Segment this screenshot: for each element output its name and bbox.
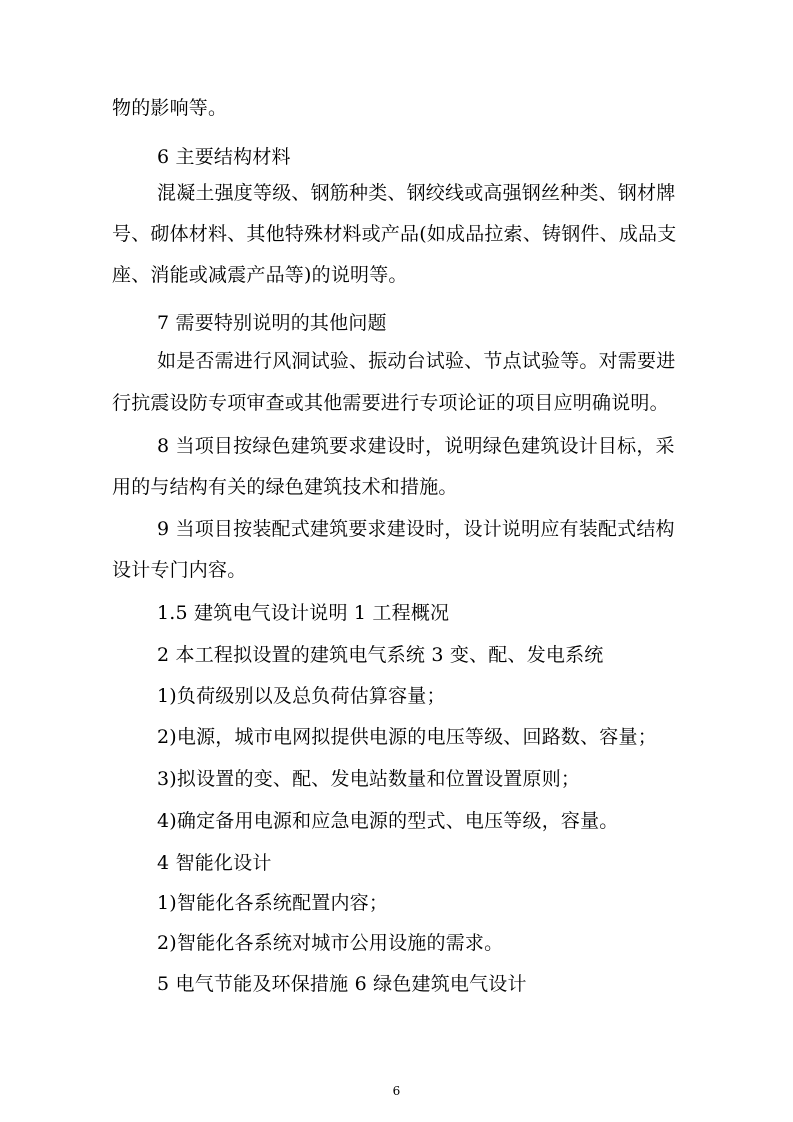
text-line: 物的影响等。 (112, 97, 228, 119)
text-line: 设计专门内容。 (112, 559, 247, 581)
text-line: 号、砌体材料、其他特殊材料或产品(如成品拉索、铸钢件、成品支 (112, 223, 677, 245)
text-line: 用的与结构有关的绿色建筑技术和措施。 (112, 476, 458, 498)
text-line: 9 当项目按装配式建筑要求建设时，设计说明应有装配式结构 (157, 518, 675, 540)
list-item: 2)智能化各系统对城市公用设施的需求。 (157, 932, 504, 954)
text-line: 混凝土强度等级、钢筋种类、钢绞线或高强钢丝种类、钢材牌 (157, 182, 676, 204)
section-heading-other-issues: 7 需要特别说明的其他问题 (157, 312, 387, 334)
section-heading-structural-materials: 6 主要结构材料 (157, 146, 291, 168)
list-item: 1)负荷级别以及总负荷估算容量； (157, 685, 446, 707)
section-heading-intelligent-design: 4 智能化设计 (157, 852, 272, 874)
text-line: 2 本工程拟设置的建筑电气系统 3 变、配、发电系统 (157, 644, 604, 666)
text-line: 行抗震设防专项审查或其他需要进行专项论证的项目应明确说明。 (112, 392, 669, 414)
text-line: 如是否需进行风洞试验、振动台试验、节点试验等。对需要进 (157, 350, 676, 372)
section-heading-energy-saving: 5 电气节能及环保措施 6 绿色建筑电气设计 (157, 973, 527, 995)
list-item: 4)确定备用电源和应急电源的型式、电压等级，容量。 (157, 810, 619, 832)
list-item: 2)电源，城市电网拟提供电源的电压等级、回路数、容量； (157, 726, 657, 748)
list-item: 1)智能化各系统配置内容； (157, 892, 389, 914)
page-number: 6 (392, 1084, 401, 1098)
text-line: 座、消能或减震产品等)的说明等。 (112, 264, 408, 286)
section-heading-electrical-design: 1.5 建筑电气设计说明 1 工程概况 (157, 602, 450, 624)
text-line: 8 当项目按绿色建筑要求建设时，说明绿色建筑设计目标，采 (157, 435, 675, 457)
list-item: 3)拟设置的变、配、发电站数量和位置设置原则； (157, 768, 581, 790)
